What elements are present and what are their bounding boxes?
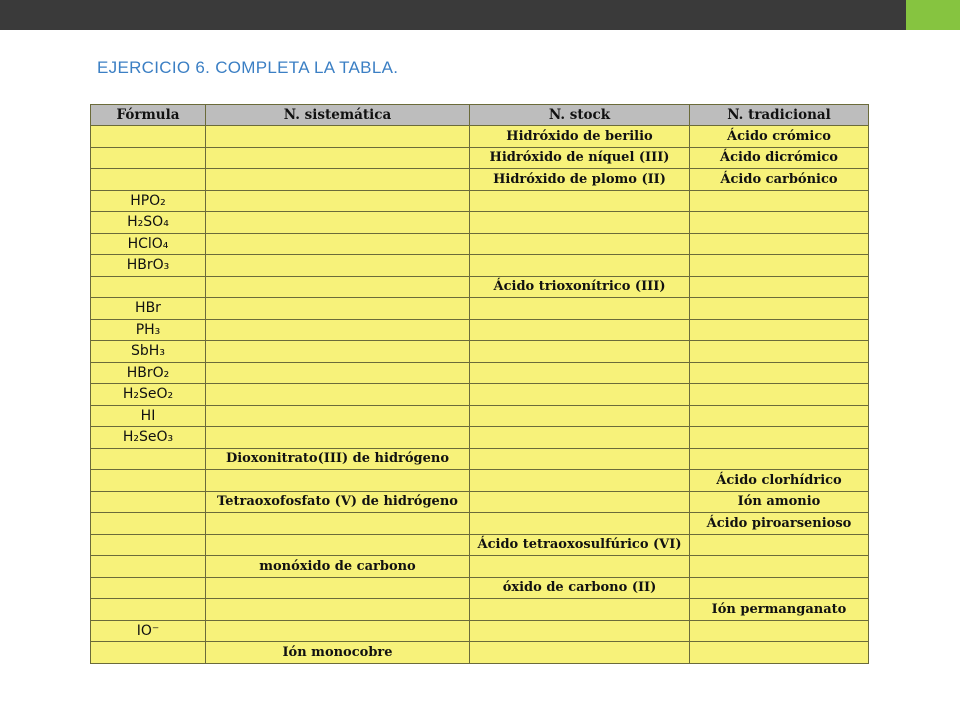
formula-cell[interactable]: H₂SO₄: [91, 212, 206, 234]
stock-name-cell[interactable]: óxido de carbono (II): [470, 577, 690, 599]
systematic-name-cell[interactable]: [206, 577, 470, 599]
formula-cell[interactable]: [91, 448, 206, 470]
systematic-name-cell[interactable]: [206, 384, 470, 406]
stock-name-cell[interactable]: [470, 384, 690, 406]
formula-cell[interactable]: [91, 599, 206, 621]
traditional-name-cell[interactable]: Ácido piroarsenioso: [690, 513, 869, 535]
exercise-table-container: [90, 104, 868, 666]
table-row: [91, 212, 869, 234]
table-row: [91, 319, 869, 341]
systematic-name-cell[interactable]: [206, 126, 470, 148]
top-bar: [0, 0, 906, 30]
systematic-name-cell[interactable]: [206, 147, 470, 169]
traditional-name-cell[interactable]: [690, 255, 869, 277]
table-row: [91, 405, 869, 427]
stock-name-cell[interactable]: Ácido trioxonítrico (III): [470, 276, 690, 298]
formula-cell[interactable]: SbH₃: [91, 341, 206, 363]
traditional-name-cell[interactable]: [690, 298, 869, 320]
header-formula: Fórmula: [91, 105, 206, 126]
traditional-name-cell[interactable]: [690, 319, 869, 341]
stock-name-cell[interactable]: [470, 470, 690, 492]
systematic-name-cell[interactable]: [206, 513, 470, 535]
traditional-name-cell[interactable]: [690, 556, 869, 578]
table-row: [91, 491, 869, 513]
stock-name-cell[interactable]: Hidróxido de berilio: [470, 126, 690, 148]
exercise-table: [90, 104, 869, 664]
systematic-name-cell[interactable]: monóxido de carbono: [206, 556, 470, 578]
systematic-name-cell[interactable]: [206, 212, 470, 234]
systematic-name-cell[interactable]: [206, 276, 470, 298]
table-row: [91, 341, 869, 363]
formula-cell[interactable]: H₂SeO₃: [91, 427, 206, 449]
traditional-name-cell[interactable]: [690, 577, 869, 599]
stock-name-cell[interactable]: [470, 405, 690, 427]
systematic-name-cell[interactable]: [206, 405, 470, 427]
systematic-name-cell[interactable]: [206, 599, 470, 621]
table-row: [91, 513, 869, 535]
traditional-name-cell[interactable]: [690, 642, 869, 664]
header-stock-name: N. stock: [470, 105, 690, 126]
stock-name-cell[interactable]: Hidróxido de níquel (III): [470, 147, 690, 169]
systematic-name-cell[interactable]: [206, 470, 470, 492]
table-header-row: [91, 105, 869, 126]
stock-name-cell[interactable]: [470, 319, 690, 341]
stock-name-cell[interactable]: [470, 212, 690, 234]
traditional-name-cell[interactable]: [690, 384, 869, 406]
formula-cell[interactable]: HBr: [91, 298, 206, 320]
formula-cell[interactable]: [91, 470, 206, 492]
formula-cell[interactable]: [91, 276, 206, 298]
formula-cell[interactable]: [91, 169, 206, 191]
stock-name-cell[interactable]: [470, 620, 690, 642]
systematic-name-cell[interactable]: [206, 427, 470, 449]
traditional-name-cell[interactable]: [690, 427, 869, 449]
formula-cell[interactable]: HBrO₃: [91, 255, 206, 277]
systematic-name-cell[interactable]: Dioxonitrato(III) de hidrógeno: [206, 448, 470, 470]
table-row: [91, 448, 869, 470]
traditional-name-cell[interactable]: [690, 212, 869, 234]
systematic-name-cell[interactable]: [206, 190, 470, 212]
formula-cell[interactable]: [91, 534, 206, 556]
table-row: [91, 276, 869, 298]
traditional-name-cell[interactable]: Ácido crómico: [690, 126, 869, 148]
traditional-name-cell[interactable]: [690, 405, 869, 427]
stock-name-cell[interactable]: [470, 556, 690, 578]
systematic-name-cell[interactable]: [206, 298, 470, 320]
table-row: [91, 427, 869, 449]
systematic-name-cell[interactable]: [206, 362, 470, 384]
header-systematic-name: N. sistemática: [206, 105, 470, 126]
formula-cell[interactable]: [91, 577, 206, 599]
stock-name-cell[interactable]: Hidróxido de plomo (II): [470, 169, 690, 191]
traditional-name-cell[interactable]: [690, 190, 869, 212]
accent-block: [906, 0, 960, 30]
stock-name-cell[interactable]: Ácido tetraoxosulfúrico (VI): [470, 534, 690, 556]
traditional-name-cell[interactable]: Ácido clorhídrico: [690, 470, 869, 492]
traditional-name-cell[interactable]: [690, 448, 869, 470]
stock-name-cell[interactable]: [470, 233, 690, 255]
stock-name-cell[interactable]: [470, 427, 690, 449]
systematic-name-cell[interactable]: Tetraoxofosfato (V) de hidrógeno: [206, 491, 470, 513]
traditional-name-cell[interactable]: [690, 620, 869, 642]
systematic-name-cell[interactable]: [206, 620, 470, 642]
formula-cell[interactable]: HI: [91, 405, 206, 427]
systematic-name-cell[interactable]: [206, 255, 470, 277]
formula-cell[interactable]: [91, 491, 206, 513]
systematic-name-cell[interactable]: [206, 169, 470, 191]
stock-name-cell[interactable]: [470, 298, 690, 320]
formula-cell[interactable]: IO⁻: [91, 620, 206, 642]
table-row: [91, 556, 869, 578]
stock-name-cell[interactable]: [470, 599, 690, 621]
formula-cell[interactable]: [91, 556, 206, 578]
systematic-name-cell[interactable]: [206, 534, 470, 556]
table-row: [91, 620, 869, 642]
slide-title: EJERCICIO 6. COMPLETA LA TABLA.: [97, 58, 399, 77]
header-traditional-name: N. tradicional: [690, 105, 869, 126]
formula-cell[interactable]: [91, 642, 206, 664]
stock-name-cell[interactable]: [470, 448, 690, 470]
traditional-name-cell[interactable]: Ión permanganato: [690, 599, 869, 621]
systematic-name-cell[interactable]: [206, 233, 470, 255]
table-row: [91, 470, 869, 492]
stock-name-cell[interactable]: [470, 190, 690, 212]
table-row: [91, 255, 869, 277]
table-row: [91, 599, 869, 621]
traditional-name-cell[interactable]: [690, 233, 869, 255]
table-row: [91, 362, 869, 384]
table-row: [91, 642, 869, 664]
table-row: [91, 577, 869, 599]
stock-name-cell[interactable]: [470, 642, 690, 664]
table-row: [91, 298, 869, 320]
formula-cell[interactable]: HClO₄: [91, 233, 206, 255]
formula-cell[interactable]: HPO₂: [91, 190, 206, 212]
table-row: [91, 126, 869, 148]
stock-name-cell[interactable]: [470, 341, 690, 363]
formula-cell[interactable]: [91, 147, 206, 169]
table-row: [91, 147, 869, 169]
formula-cell[interactable]: [91, 126, 206, 148]
formula-cell[interactable]: PH₃: [91, 319, 206, 341]
traditional-name-cell[interactable]: [690, 341, 869, 363]
table-row: [91, 384, 869, 406]
systematic-name-cell[interactable]: [206, 319, 470, 341]
stock-name-cell[interactable]: [470, 362, 690, 384]
formula-cell[interactable]: [91, 513, 206, 535]
table-row: [91, 190, 869, 212]
traditional-name-cell[interactable]: [690, 276, 869, 298]
traditional-name-cell[interactable]: [690, 362, 869, 384]
traditional-name-cell[interactable]: [690, 534, 869, 556]
table-row: [91, 534, 869, 556]
formula-cell[interactable]: HBrO₂: [91, 362, 206, 384]
table-row: [91, 233, 869, 255]
stock-name-cell[interactable]: [470, 491, 690, 513]
formula-cell[interactable]: H₂SeO₂: [91, 384, 206, 406]
traditional-name-cell[interactable]: Ácido carbónico: [690, 169, 869, 191]
systematic-name-cell[interactable]: Ión monocobre: [206, 642, 470, 664]
stock-name-cell[interactable]: [470, 255, 690, 277]
table-row: [91, 169, 869, 191]
systematic-name-cell[interactable]: [206, 341, 470, 363]
traditional-name-cell[interactable]: Ácido dicrómico: [690, 147, 869, 169]
traditional-name-cell[interactable]: Ión amonio: [690, 491, 869, 513]
stock-name-cell[interactable]: [470, 513, 690, 535]
